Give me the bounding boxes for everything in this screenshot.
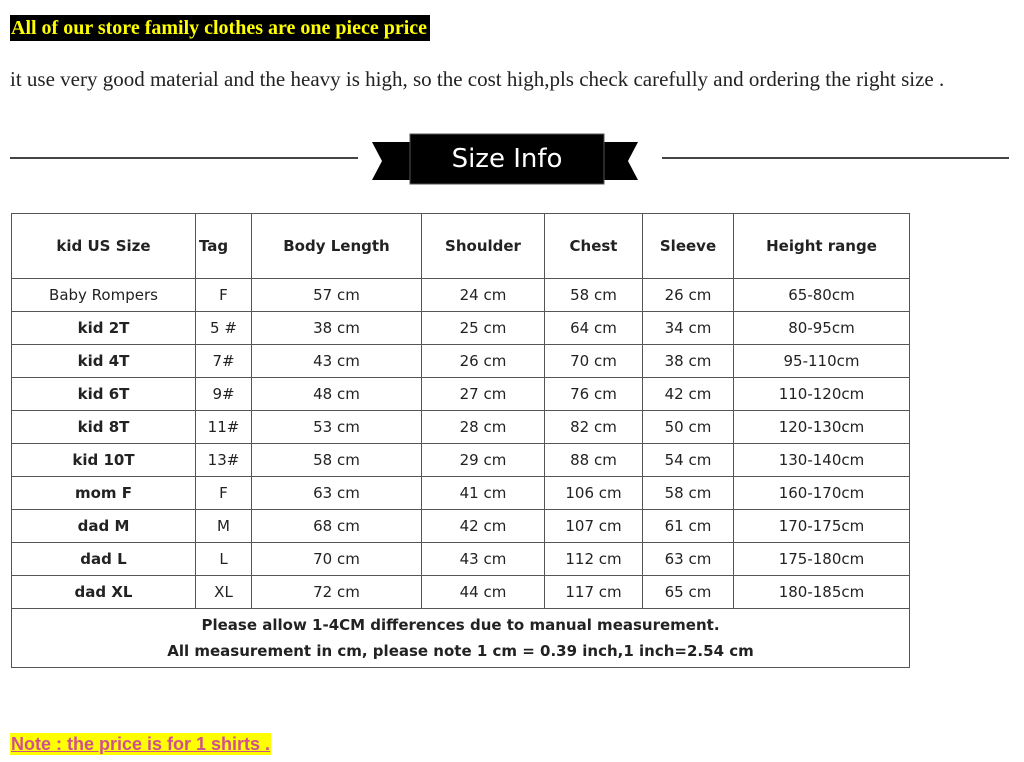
cell-sleeve: 26 cm — [643, 279, 734, 312]
cell-chest: 58 cm — [545, 279, 643, 312]
cell-shoulder: 42 cm — [422, 510, 545, 543]
cell-body-length: 43 cm — [252, 345, 422, 378]
cell-chest: 88 cm — [545, 444, 643, 477]
cell-height: 170-175cm — [734, 510, 910, 543]
cell-body-length: 68 cm — [252, 510, 422, 543]
cell-size: mom F — [12, 477, 196, 510]
cell-height: 80-95cm — [734, 312, 910, 345]
table-row — [12, 345, 910, 378]
cell-shoulder: 29 cm — [422, 444, 545, 477]
size-chart-table — [11, 213, 910, 668]
cell-chest: 117 cm — [545, 576, 643, 609]
cell-tag: F — [196, 279, 252, 312]
cell-size: kid 4T — [12, 345, 196, 378]
cell-size: dad XL — [12, 576, 196, 609]
cell-body-length: 57 cm — [252, 279, 422, 312]
cell-body-length: 63 cm — [252, 477, 422, 510]
cell-shoulder: 27 cm — [422, 378, 545, 411]
header-tag: Tag — [196, 214, 252, 279]
material-description: it use very good material and the heavy is high, so the cost high,pls check carefully and ordering the right size . — [10, 67, 945, 91]
cell-shoulder: 26 cm — [422, 345, 545, 378]
cell-body-length: 48 cm — [252, 378, 422, 411]
table-row — [12, 378, 910, 411]
divider-left — [10, 157, 358, 159]
table-row — [12, 510, 910, 543]
cell-sleeve: 42 cm — [643, 378, 734, 411]
cell-sleeve: 34 cm — [643, 312, 734, 345]
table-row — [12, 477, 910, 510]
cell-tag: L — [196, 543, 252, 576]
cell-chest: 112 cm — [545, 543, 643, 576]
header-body-length: Body Length — [252, 214, 422, 279]
cell-sleeve: 50 cm — [643, 411, 734, 444]
cell-chest: 106 cm — [545, 477, 643, 510]
cell-height: 110-120cm — [734, 378, 910, 411]
cell-shoulder: 44 cm — [422, 576, 545, 609]
cell-tag: XL — [196, 576, 252, 609]
cell-sleeve: 38 cm — [643, 345, 734, 378]
header-shoulder: Shoulder — [422, 214, 545, 279]
cell-size: dad L — [12, 543, 196, 576]
table-header-row — [12, 214, 910, 279]
cell-tag: M — [196, 510, 252, 543]
cell-body-length: 58 cm — [252, 444, 422, 477]
cell-height: 120-130cm — [734, 411, 910, 444]
table-row — [12, 444, 910, 477]
cell-body-length: 72 cm — [252, 576, 422, 609]
cell-body-length: 53 cm — [252, 411, 422, 444]
cell-body-length: 38 cm — [252, 312, 422, 345]
headline-banner: All of our store family clothes are one piece price — [10, 15, 430, 41]
header-sleeve: Sleeve — [643, 214, 734, 279]
cell-shoulder: 28 cm — [422, 411, 545, 444]
price-note: Note : the price is for 1 shirts . — [11, 734, 271, 754]
cell-tag: 9# — [196, 378, 252, 411]
header-size: kid US Size — [12, 214, 196, 279]
cell-size: Baby Rompers — [12, 279, 196, 312]
cell-size: kid 2T — [12, 312, 196, 345]
cell-height: 180-185cm — [734, 576, 910, 609]
cell-height: 160-170cm — [734, 477, 910, 510]
size-info-title: Size Info — [451, 144, 563, 174]
cell-tag: F — [196, 477, 252, 510]
cell-chest: 107 cm — [545, 510, 643, 543]
cell-tag: 13# — [196, 444, 252, 477]
cell-height: 95-110cm — [734, 345, 910, 378]
measurement-note — [12, 609, 910, 668]
cell-chest: 64 cm — [545, 312, 643, 345]
header-height-range: Height range — [734, 214, 910, 279]
cell-sleeve: 54 cm — [643, 444, 734, 477]
cell-sleeve: 63 cm — [643, 543, 734, 576]
cell-body-length: 70 cm — [252, 543, 422, 576]
cell-sleeve: 65 cm — [643, 576, 734, 609]
table-row — [12, 279, 910, 312]
header-chest: Chest — [545, 214, 643, 279]
table-row — [12, 576, 910, 609]
cell-size: kid 8T — [12, 411, 196, 444]
divider-right — [662, 157, 1009, 159]
cell-chest: 70 cm — [545, 345, 643, 378]
cell-size: kid 6T — [12, 378, 196, 411]
cell-shoulder: 25 cm — [422, 312, 545, 345]
cell-height: 175-180cm — [734, 543, 910, 576]
cell-tag: 11# — [196, 411, 252, 444]
cell-chest: 82 cm — [545, 411, 643, 444]
cell-shoulder: 24 cm — [422, 279, 545, 312]
table-footer-row — [12, 609, 910, 668]
cell-chest: 76 cm — [545, 378, 643, 411]
measurement-note-line-2: All measurement in cm, please note 1 cm = 0.39 inch,1 inch=2.54 cm — [167, 642, 754, 660]
measurement-note-line-1: Please allow 1-4CM differences due to manual measurement. — [201, 616, 720, 634]
cell-size: dad M — [12, 510, 196, 543]
cell-sleeve: 58 cm — [643, 477, 734, 510]
cell-shoulder: 41 cm — [422, 477, 545, 510]
table-row — [12, 312, 910, 345]
cell-shoulder: 43 cm — [422, 543, 545, 576]
table-row — [12, 411, 910, 444]
cell-height: 130-140cm — [734, 444, 910, 477]
cell-sleeve: 61 cm — [643, 510, 734, 543]
cell-height: 65-80cm — [734, 279, 910, 312]
cell-tag: 7# — [196, 345, 252, 378]
table-row — [12, 543, 910, 576]
cell-size: kid 10T — [12, 444, 196, 477]
cell-tag: 5 # — [196, 312, 252, 345]
